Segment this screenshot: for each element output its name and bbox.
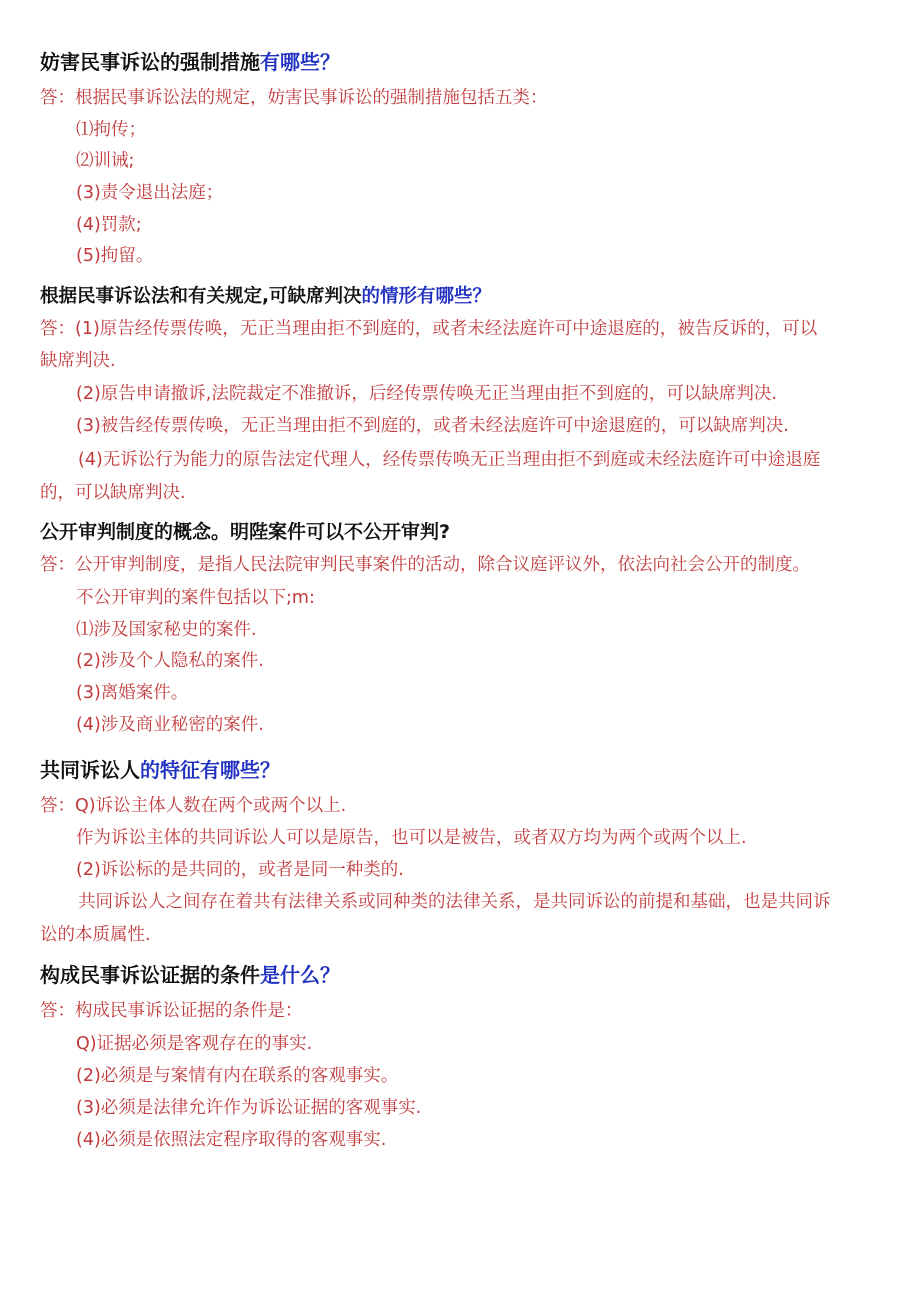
answer-line: (3)离婚案件。 bbox=[76, 683, 189, 703]
answer-line: 答：构成民事诉讼证据的条件是： bbox=[40, 1001, 303, 1021]
question-text: 妨害民事诉讼的强制措施 bbox=[40, 50, 260, 74]
answer-line: 缺席判决. bbox=[40, 351, 116, 371]
answer-line: 答：Q)诉讼主体人数在两个或两个以上. bbox=[40, 796, 347, 816]
question-heading bbox=[40, 961, 340, 989]
question-text-highlight: 是什么？ bbox=[260, 963, 340, 987]
question-text-highlight: 的特征有哪些？ bbox=[140, 758, 280, 782]
answer-line: (4)涉及商业秘密的案件. bbox=[76, 715, 264, 735]
answer-line: 共同诉讼人之间存在着共有法律关系或同种类的法律关系，是共同诉讼的前提和基础，也是共同诉 bbox=[78, 892, 831, 912]
question-text: 公开审判制度的概念。明陛案件可以不公开审判? bbox=[40, 521, 451, 543]
answer-line: ⑴拘传； bbox=[76, 120, 146, 140]
question-text: 构成民事诉讼证据的条件 bbox=[40, 963, 260, 987]
answer-line: 的，可以缺席判决. bbox=[40, 483, 186, 503]
answer-line: 不公开审判的案件包括以下;m: bbox=[76, 588, 315, 608]
answer-line: (3)被告经传票传唤，无正当理由拒不到庭的，或者未经法庭许可中途退庭的，可以缺席判决. bbox=[76, 416, 789, 436]
answer-line: (4)罚款; bbox=[76, 215, 142, 235]
answer-line: (3)必须是法律允许作为诉讼证据的客观事实. bbox=[76, 1098, 422, 1118]
question-text: 根据民事诉讼法和有关规定,可缺席判决 bbox=[40, 286, 362, 307]
question-heading bbox=[40, 283, 491, 311]
answer-line: 答：根据民事诉讼法的规定，妨害民事诉讼的强制措施包括五类： bbox=[40, 88, 548, 108]
answer-line: (3)责令退出法庭； bbox=[76, 183, 224, 203]
answer-line: (4)必须是依照法定程序取得的客观事实. bbox=[76, 1130, 387, 1150]
answer-line: (2)涉及个人隐私的案件. bbox=[76, 651, 264, 671]
question-heading bbox=[40, 518, 450, 546]
question-text: 共同诉讼人 bbox=[40, 758, 140, 782]
answer-line: 讼的本质属性. bbox=[40, 925, 151, 945]
answer-line: Q)证据必须是客观存在的事实. bbox=[76, 1034, 313, 1054]
answer-line: (2)原告申请撤诉,法院裁定不准撤诉，后经传票传唤无正当理由拒不到庭的，可以缺席判决. bbox=[76, 384, 777, 404]
question-heading bbox=[40, 756, 280, 784]
answer-line: 作为诉讼主体的共同诉讼人可以是原告，也可以是被告，或者双方均为两个或两个以上. bbox=[76, 828, 747, 848]
answer-line: (2)必须是与案情有内在联系的客观事实。 bbox=[76, 1066, 399, 1086]
question-text-highlight: 的情形有哪些？ bbox=[361, 286, 492, 307]
answer-line: ⑵训诫; bbox=[76, 151, 135, 171]
answer-line: 答：公开审判制度，是指人民法院审判民事案件的活动，除合议庭评议外，依法向社会公开的制度。 bbox=[40, 555, 810, 575]
answer-line: ⑴涉及国家秘史的案件. bbox=[76, 620, 257, 640]
question-text-highlight: 有哪些？ bbox=[260, 50, 340, 74]
answer-line: (4)无诉讼行为能力的原告法定代理人，经传票传唤无正当理由拒不到庭或未经法庭许可中途退庭 bbox=[78, 450, 821, 470]
answer-line: 答：(1)原告经传票传唤，无正当理由拒不到庭的，或者未经法庭许可中途退庭的，被告反诉的，可以 bbox=[40, 319, 818, 339]
answer-line: (2)诉讼标的是共同的，或者是同一种类的. bbox=[76, 860, 404, 880]
question-heading bbox=[40, 48, 340, 76]
answer-line: (5)拘留。 bbox=[76, 246, 154, 266]
